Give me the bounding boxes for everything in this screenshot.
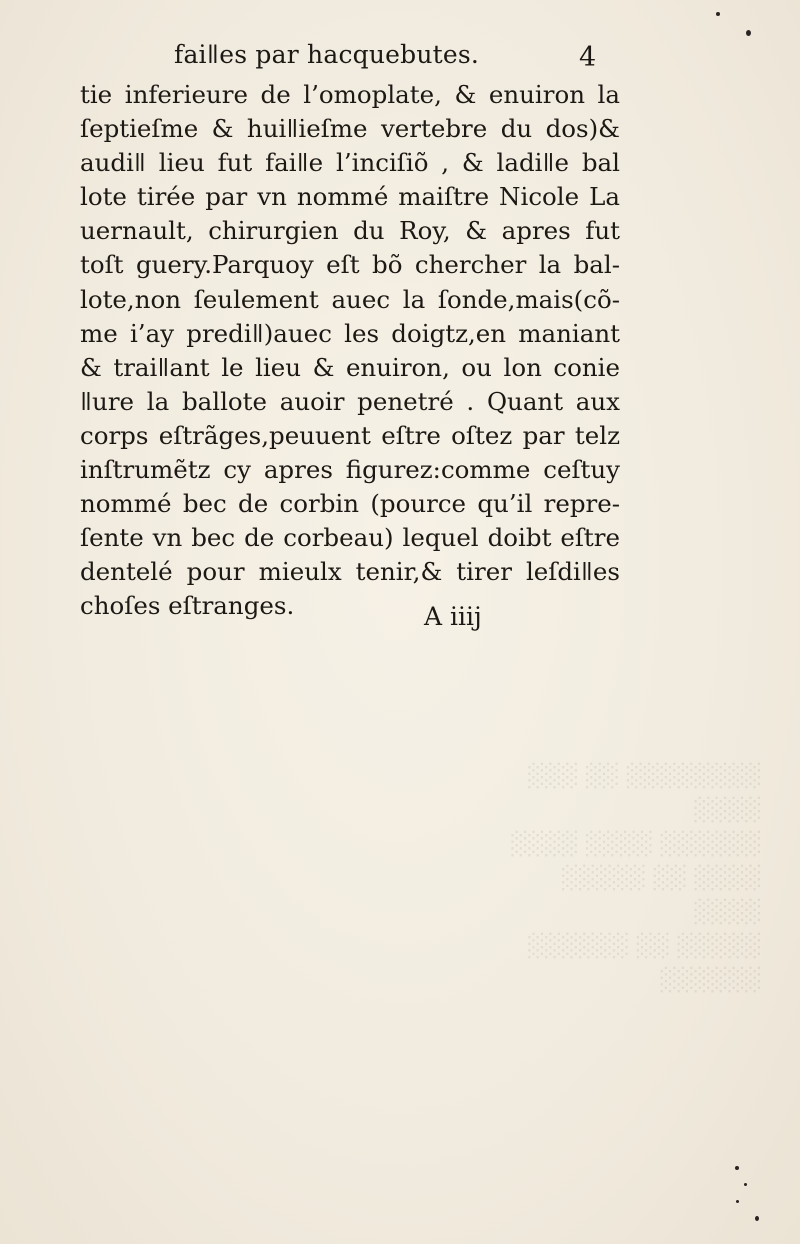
running-head: faiǁes par hacquebutes. xyxy=(174,40,480,69)
text-line-last: choſes eſtranges. xyxy=(80,591,295,621)
signature-mark: A iiij xyxy=(424,602,482,631)
text-line: me i’ay prediǁ)auec les doigtz,en maniant xyxy=(80,318,620,348)
text-line: audiǁ lieu fut faiǁe l’inciſiõ , & ladiǁe bal xyxy=(80,148,620,178)
text-line: ǁure la ballote auoir penetré . Quant aux xyxy=(80,386,620,416)
text-line: corps eſtrãges,peuuent eſtre oſtez par telz xyxy=(80,420,620,450)
text-line: dentelé pour mieulx tenir,& tirer leſdiǁes xyxy=(80,557,620,587)
text-line: uernault, chirurgien du Roy, & apres fut xyxy=(80,216,620,246)
body-text xyxy=(80,78,620,624)
page-number: 4 xyxy=(579,42,597,73)
text-line: lote tirée par vn nommé maiſtre Nicole La xyxy=(80,182,620,212)
text-line: lote,non ſeulement auec la ſonde,mais(cõ- xyxy=(80,284,620,314)
text-line: toſt guery.Parquoy eſt bõ chercher la bal- xyxy=(80,250,620,280)
text-line: inſtrumẽtz cy apres figurez:comme ceſtuy xyxy=(80,455,620,485)
text-line: ſeptieſme & huiǁieſme vertebre du dos)& xyxy=(80,114,620,144)
text-line: ſente vn bec de corbeau) lequel doibt eſtre xyxy=(80,523,620,553)
show-through-text: ░░░░░░░░ ░░ ░░░ ░░░░ ░░░░░░ ░░░░ ░░░░ ░░░░ ░░ ░░░░░ ░░░░ ░░░░░ ░░ ░░░░░░ ░░░░░░ xyxy=(509,764,760,993)
text-line: tie inferieure de l’omoplate, & enuiron la xyxy=(80,80,620,109)
text-line: nommé bec de corbin (pource qu’il repre- xyxy=(80,489,620,519)
text-line: & traiǁant le lieu & enuiron, ou lon conie xyxy=(80,352,620,382)
